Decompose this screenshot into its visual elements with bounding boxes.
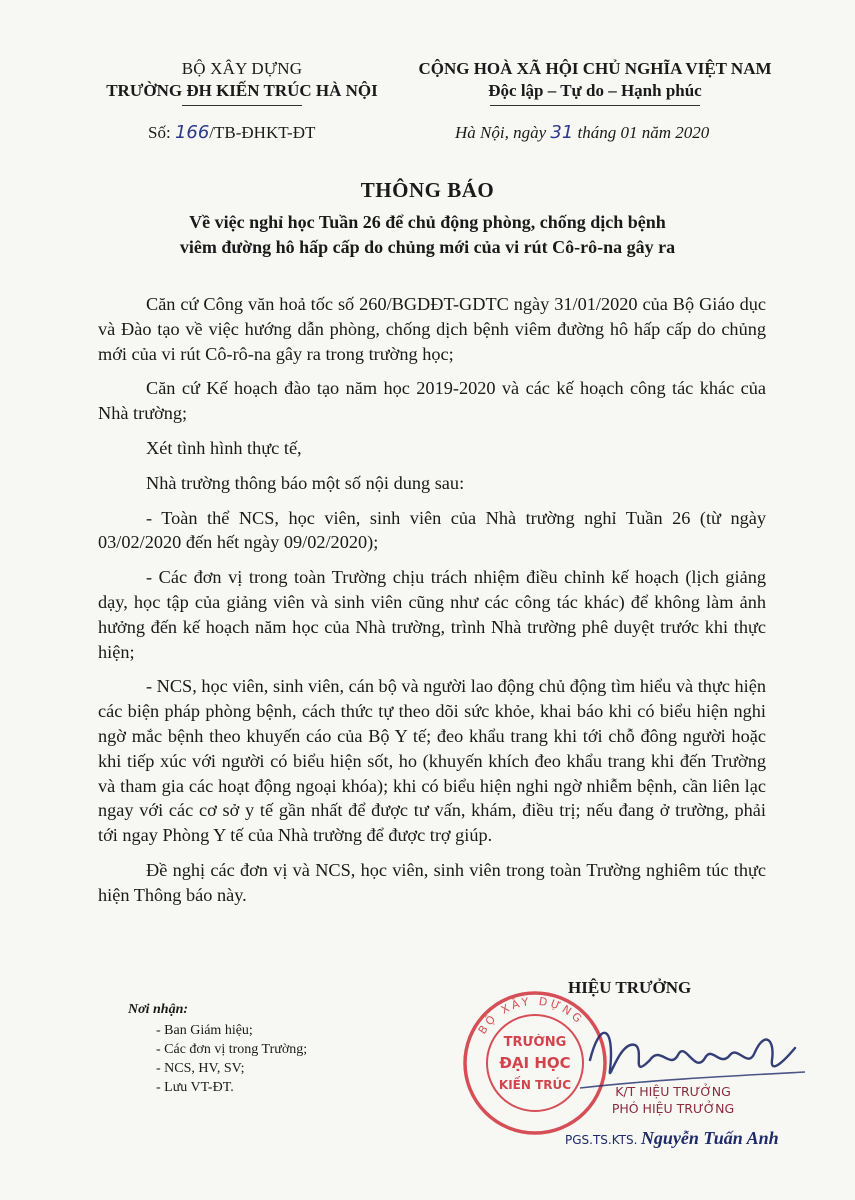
date-line <box>455 122 709 143</box>
paragraph-legal-basis-1: Căn cứ Công văn hoả tốc số 260/BGDĐT-GDTC ngày 31/01/2020 của Bộ Giáo dục và Đào tạo về việc hướng dẫn phòng, chống dịch bệnh viêm đường hô hấp cấp do chủng mới của vi rút Cô-rô-na gây ra trong trường học; <box>98 294 766 364</box>
paragraph-legal-basis-2: Căn cứ Kế hoạch đào tạo năm học 2019-2020 và các kế hoạch công tác khác của Nhà trường; <box>98 378 766 424</box>
kt-line-2: PHÓ HIỆU TRƯỞNG <box>611 1101 735 1116</box>
stamp-text-2: ĐẠI HỌC <box>499 1054 571 1072</box>
signature-title: HIỆU TRƯỞNG <box>568 978 692 997</box>
date-handwritten-day: 31 <box>550 122 574 143</box>
doc-number-suffix: /TB-ĐHKT-ĐT <box>209 123 316 142</box>
document-title: THÔNG BÁO <box>360 178 495 202</box>
subtitle-line-1: Về việc nghỉ học Tuần 26 để chủ động phòng, chống dịch bệnh <box>189 212 666 232</box>
subtitle-line-2: viêm đường hô hấp cấp do chủng mới của vi rút Cô-rô-na gây ra <box>179 237 676 257</box>
deputy-title <box>588 1083 758 1117</box>
date-before: Hà Nội, ngày <box>455 123 551 142</box>
header-underline-left <box>182 105 302 106</box>
nation-header <box>405 58 785 106</box>
paragraph-situation: Xét tình hình thực tế, <box>146 437 302 458</box>
recipient-item: - NCS, HV, SV; <box>156 1061 245 1076</box>
signer-fullname: Nguyễn Tuấn Anh <box>640 1128 779 1148</box>
issuer-header <box>92 58 392 106</box>
document-subtitle <box>0 210 855 260</box>
paragraph-item-2: - Các đơn vị trong toàn Trường chịu trách nhiệm điều chỉnh kế hoạch (lịch giảng dạy, học tập của giảng viên và sinh viên cũng như các công tác khác) để không làm ảnh hưởng đến kế hoạch năm học của Nhà trường, trình Nhà trường phê duyệt trước khi thực hiện; <box>98 567 766 662</box>
document-body <box>98 292 766 908</box>
doc-number-handwritten: 166 <box>174 122 210 143</box>
date-after: tháng 01 năm 2020 <box>573 123 710 142</box>
stamp-text-3: KIẾN TRÚC <box>498 1078 572 1092</box>
paragraph-closing: Đề nghị các đơn vị và NCS, học viên, sinh viên trong toàn Trường nghiêm túc thực hiện Thông báo này. <box>98 859 766 905</box>
signer-degree: PGS.TS.KTS. <box>565 1133 638 1147</box>
kt-line-1: K/T HIỆU TRƯỞNG <box>615 1084 731 1099</box>
recipients-label: Nơi nhận: <box>128 1002 189 1017</box>
ministry-name: BỘ XÂY DỰNG <box>181 59 303 78</box>
recipient-item: - Các đơn vị trong Trường; <box>156 1042 308 1057</box>
paragraph-item-1: - Toàn thể NCS, học viên, sinh viên của Nhà trường nghỉ Tuần 26 (từ ngày 03/02/2020 đến hết ngày 09/02/2020); <box>98 507 766 553</box>
signer-name <box>565 1128 779 1149</box>
header-underline-right <box>490 105 700 106</box>
recipient-item: - Lưu VT-ĐT. <box>156 1080 234 1095</box>
paragraph-announcement-intro: Nhà trường thông báo một số nội dung sau: <box>146 472 465 493</box>
recipients-block <box>128 1000 307 1097</box>
national-motto: Độc lập – Tự do – Hạnh phúc <box>488 81 702 100</box>
doc-number-prefix: Số: <box>148 123 175 142</box>
school-name: TRƯỜNG ĐH KIẾN TRÚC HÀ NỘI <box>106 81 378 100</box>
recipient-item: - Ban Giám hiệu; <box>156 1023 253 1038</box>
paragraph-item-3: - NCS, học viên, sinh viên, cán bộ và người lao động chủ động tìm hiểu và thực hiện các biện pháp phòng bệnh, cách thức tự theo dõi sức khỏe, khai báo khi có biểu hiện nghi ngờ mắc bệnh theo khuyến cáo của Bộ Y tế; đeo khẩu trang khi tới chỗ đông người hoặc khi tiếp xúc với người có biểu hiện sốt, ho (khuyến khích đeo khẩu trang khi đến Trường và tham gia các hoạt động ngoại khóa); khi có biểu hiện nghi ngờ nhiễm bệnh, cần liên lạc ngay với các cơ sở y tế gần nhất để được tư vấn, khám, điều trị; nếu đang ở trường, phải tới ngay Phòng Y tế của Nhà trường để được trợ giúp. <box>98 676 766 846</box>
nation-name: CỘNG HOÀ XÃ HỘI CHỦ NGHĨA VIỆT NAM <box>418 59 772 78</box>
stamp-ring-text: BỘ XÂY DỰNG <box>475 994 587 1037</box>
recipients-list <box>156 1021 307 1097</box>
document-number <box>148 122 315 143</box>
stamp-text-1: TRƯỜNG <box>503 1035 567 1050</box>
